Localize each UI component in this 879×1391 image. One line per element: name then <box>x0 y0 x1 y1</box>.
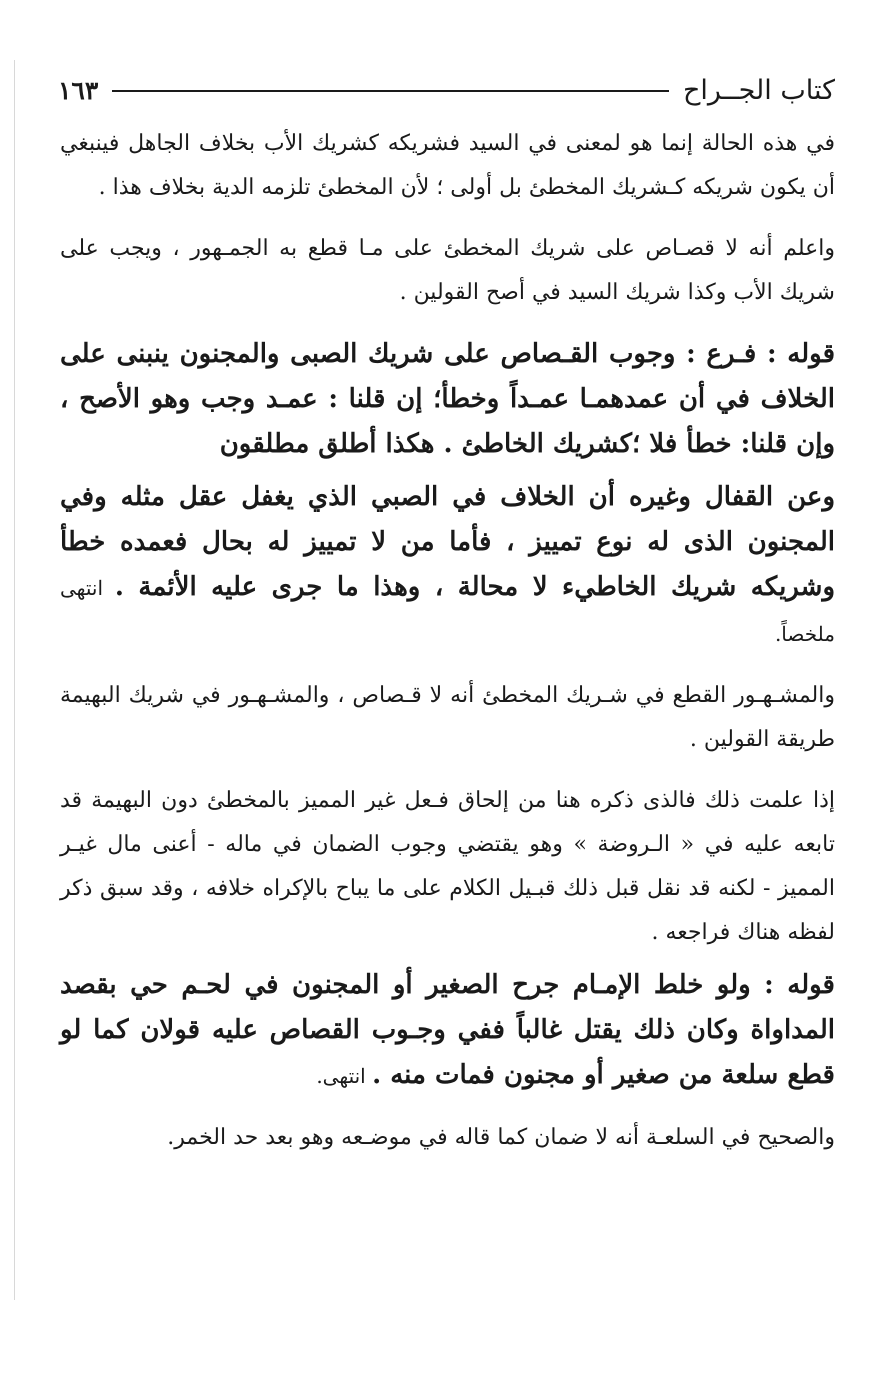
paragraph-8 <box>60 1116 835 1160</box>
paragraph-text: واعلم أنه لا قصـاص على شريك المخطئ على مـا قطع به الجمـهور ، ويجب على شريك الأب وكذا شريك السيد في أصح القولين . <box>60 236 835 305</box>
header-rule <box>112 90 669 92</box>
paragraph-6 <box>60 779 835 955</box>
paragraph-5 <box>60 674 835 762</box>
paragraph-3 <box>60 332 835 467</box>
paragraph-text: والمشـهـور القطع في شـريك المخطئ أنه لا قـصاص ، والمشـهـور في شريك البهيمة طريقة القولين . <box>60 683 835 752</box>
paragraph-7 <box>60 963 835 1099</box>
scan-margin-line <box>14 60 15 1300</box>
paragraph-1 <box>60 122 835 210</box>
paragraph-text: قوله : فـرع : وجوب القـصاص على شريك الصبى والمجنون ينبنى على الخلاف في أن عمدهمـا عمـداً وخطأ؛ إن قلنا : عمـد وجب وهو الأصح ، وإن قلنا: خطأ فلا ؛كشريك الخاطئ . هكذا أطلق مطلقون <box>60 339 835 459</box>
paragraph-text: في هذه الحالة إنما هو لمعنى في السيد فشريكه كشريك الأب بخلاف الجاهل فينبغي أن يكون شريكه كـشريك المخطئ بل أولى ؛ لأن المخطئ تلزمه الدية بخلاف هذا . <box>60 131 835 200</box>
paragraph-tail: انتهى ملخصاً. <box>60 576 835 646</box>
paragraph-2 <box>60 227 835 315</box>
paragraph-text: إذا علمت ذلك فالذى ذكره هنا من إلحاق فـعل غير المميز بالمخطئ دون البهيمة قد تابعه عليه في « الـروضة » وهو يقتضي وجوب الضمان في ماله - أعنى مال غيـر المميز - لكنه قد نقل قبل ذلك قبـيل الكلام على ما يباح بالإكراه خلافه ، وقد سبق ذكر لفظه هناك فراجعه . <box>60 788 835 945</box>
page-number: ١٦٣ <box>58 75 99 105</box>
paragraph-text: قوله : ولو خلط الإمـام جرح الصغير أو المجنون في لحـم حي بقصد المداواة وكان ذلك يقتل غالباً ففي وجـوب القصاص عليه قولان كما لو قطع سلعة من صغير أو مجنون فمات منه . <box>60 970 835 1090</box>
page-body <box>60 122 835 1160</box>
paragraph-text: وعن القفال وغيره أن الخلاف في الصبي الذي يغفل عقل مثله وفي المجنون الذى له نوع تمييز ، فأما من لا تمييز له بحال فعمده خطأ وشريكه شريك الخاطيء لا محالة ، وهذا ما جرى عليه الأئمة . <box>60 482 835 602</box>
page-header <box>58 68 835 112</box>
book-title: كتاب الجــراح <box>682 74 835 106</box>
paragraph-tail: انتهى. <box>316 1064 373 1088</box>
paragraph-text: والصحيح في السلعـة أنه لا ضمان كما قاله في موضـعه وهو بعد حد الخمر. <box>167 1125 835 1150</box>
paragraph-4 <box>60 475 835 657</box>
